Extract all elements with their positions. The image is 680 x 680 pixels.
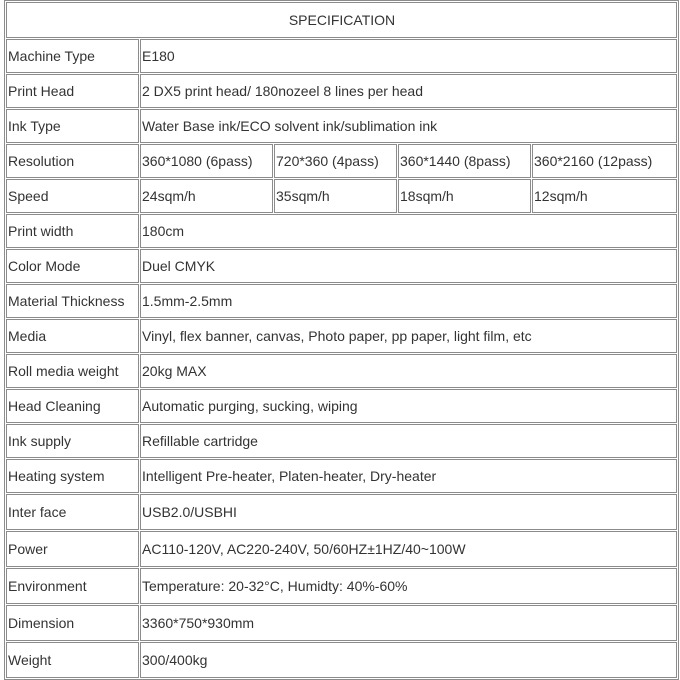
table-row xyxy=(6,424,677,458)
row-label: Weight xyxy=(6,642,139,678)
row-label: Media xyxy=(6,319,139,353)
row-label: Inter face xyxy=(6,494,139,530)
table-row xyxy=(6,389,677,423)
row-label: Heating system xyxy=(6,459,139,493)
row-label: Head Cleaning xyxy=(6,389,139,423)
resolution-cell: 360*2160 (12pass) xyxy=(532,144,677,178)
table-row xyxy=(6,284,677,318)
table-header-row xyxy=(6,2,677,38)
table-row xyxy=(6,319,677,353)
row-value: Temperature: 20-32°C, Humidty: 40%-60% xyxy=(140,568,677,604)
row-label: Power xyxy=(6,531,139,567)
row-value: USB2.0/USBHI xyxy=(140,494,677,530)
row-value: Automatic purging, sucking, wiping xyxy=(140,389,677,423)
speed-cell: 18sqm/h xyxy=(398,179,531,213)
row-value: Intelligent Pre-heater, Platen-heater, Dry-heater xyxy=(140,459,677,493)
row-label: Print width xyxy=(6,214,139,248)
spec-table-container xyxy=(4,0,679,680)
table-row xyxy=(6,642,677,678)
row-value: Duel CMYK xyxy=(140,249,677,283)
table-title: SPECIFICATION xyxy=(6,2,677,38)
table-row xyxy=(6,531,677,567)
row-value: E180 xyxy=(140,39,677,73)
row-value: 20kg MAX xyxy=(140,354,677,388)
row-label: Dimension xyxy=(6,605,139,641)
row-value: AC110-120V, AC220-240V, 50/60HZ±1HZ/40~100W xyxy=(140,531,677,567)
row-value: 3360*750*930mm xyxy=(140,605,677,641)
table-row xyxy=(6,74,677,108)
row-label: Ink supply xyxy=(6,424,139,458)
table-row xyxy=(6,459,677,493)
row-value: 2 DX5 print head/ 180nozeel 8 lines per head xyxy=(140,74,677,108)
resolution-cell: 720*360 (4pass) xyxy=(274,144,397,178)
table-row xyxy=(6,249,677,283)
row-value: 300/400kg xyxy=(140,642,677,678)
table-row xyxy=(6,568,677,604)
row-label: Speed xyxy=(6,179,139,213)
specification-table xyxy=(4,0,679,680)
table-row-speed xyxy=(6,179,677,213)
row-label: Color Mode xyxy=(6,249,139,283)
resolution-cell: 360*1440 (8pass) xyxy=(398,144,531,178)
table-row xyxy=(6,354,677,388)
row-label: Ink Type xyxy=(6,109,139,143)
table-row xyxy=(6,494,677,530)
row-value: 1.5mm-2.5mm xyxy=(140,284,677,318)
table-row xyxy=(6,605,677,641)
speed-cell: 24sqm/h xyxy=(140,179,273,213)
speed-cell: 35sqm/h xyxy=(274,179,397,213)
row-label: Print Head xyxy=(6,74,139,108)
table-row xyxy=(6,109,677,143)
speed-cell: 12sqm/h xyxy=(532,179,677,213)
table-row xyxy=(6,214,677,248)
table-row xyxy=(6,39,677,73)
row-value: 180cm xyxy=(140,214,677,248)
table-row-resolution xyxy=(6,144,677,178)
row-label: Environment xyxy=(6,568,139,604)
row-value: Water Base ink/ECO solvent ink/sublimation ink xyxy=(140,109,677,143)
row-label: Machine Type xyxy=(6,39,139,73)
row-value: Refillable cartridge xyxy=(140,424,677,458)
row-label: Resolution xyxy=(6,144,139,178)
row-label: Roll media weight xyxy=(6,354,139,388)
row-label: Material Thickness xyxy=(6,284,139,318)
resolution-cell: 360*1080 (6pass) xyxy=(140,144,273,178)
row-value: Vinyl, flex banner, canvas, Photo paper, pp paper, light film, etc xyxy=(140,319,677,353)
